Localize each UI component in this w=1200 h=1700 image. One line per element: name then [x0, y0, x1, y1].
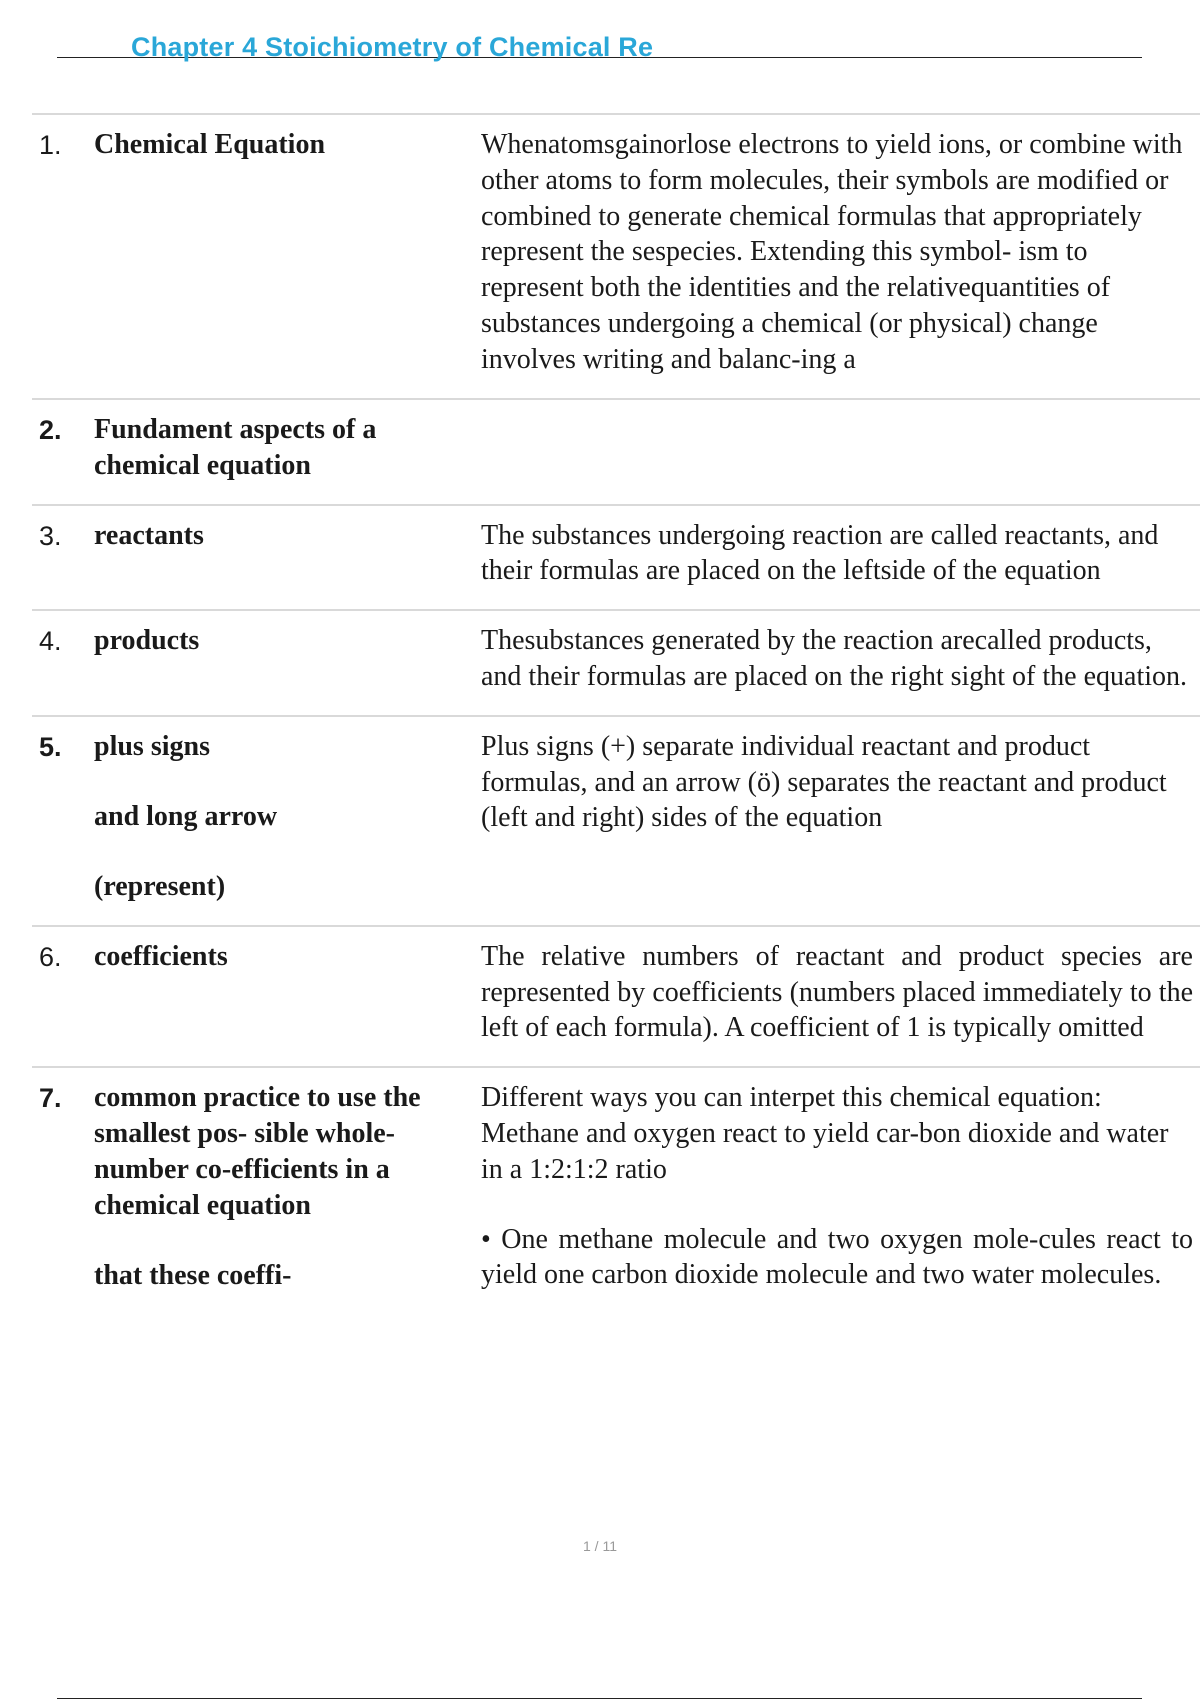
- term-text: and long arrow: [94, 800, 278, 832]
- term-cell: [94, 729, 481, 905]
- definition-text: Whenatomsgainorlose electrons to yield ions, or combine with other atoms to form molecules, their symbols are modified or combined to generate chemical formulas that appropriately represent the sespecies. Extending this symbol- ism to represent both the identities and the relativequantities of substances undergoing a chemical (or physical) change involves writing and balanc-ing a: [481, 129, 1183, 375]
- table-row: [32, 113, 1200, 398]
- page-number: 1 / 11: [583, 1538, 617, 1554]
- definition-cell: [481, 623, 1193, 695]
- term-cell: [94, 1080, 481, 1294]
- row-number: 2.: [39, 414, 62, 445]
- table-row: [32, 1066, 1200, 1314]
- term-text: (represent): [94, 870, 226, 902]
- term-text: products: [94, 625, 200, 657]
- definition-text: Thesubstances generated by the reaction arecalled products, and their formulas are placed on the right sight of the equation.: [481, 625, 1188, 692]
- definition-bullet: • One methane molecule and two oxygen mole-cules react to yield one carbon dioxide molecule and two water molecules.: [481, 1223, 1193, 1291]
- term-cell: [94, 127, 481, 378]
- table-row: [32, 504, 1200, 610]
- definition-cell: [481, 127, 1193, 378]
- table-row: [32, 715, 1200, 925]
- terms-table: [32, 113, 1200, 1314]
- row-number: 3.: [39, 520, 62, 551]
- definition-text: The substances undergoing reaction are called reactants, and their formulas are placed on the leftside of the equation: [481, 519, 1159, 587]
- row-number: 1.: [39, 130, 62, 160]
- term-cell: [94, 518, 481, 590]
- term-text: that these coeffi-: [94, 1260, 292, 1292]
- table-row: [32, 609, 1200, 715]
- term-cell: [94, 939, 481, 1046]
- term-text: reactants: [94, 519, 204, 551]
- term-text: plus signs: [94, 730, 210, 762]
- footer-rule: [57, 1698, 1142, 1699]
- definition-cell: [481, 939, 1193, 1046]
- page-header: [57, 24, 1142, 60]
- term-text: coefficients: [94, 940, 228, 972]
- definition-text: The relative numbers of reactant and product species are represented by coefficients (numbers placed immediately to the left of each formula). A coefficient of 1 is typically omitted: [481, 940, 1193, 1044]
- document-title: Chapter 4 Stoichiometry of Chemical Re: [131, 32, 654, 62]
- definition-cell: [481, 412, 1193, 484]
- definition-text: Plus signs (+) separate individual reactant and product formulas, and an arrow (ö) separates the reactant and product (left and right) sides of the equation: [481, 730, 1167, 834]
- table-row: [32, 925, 1200, 1066]
- term-text: Fundament aspects of a chemical equation: [94, 413, 377, 481]
- definition-cell: [481, 518, 1193, 590]
- term-text: common practice to use the smallest pos- sible whole-number co-efficients in a chemical equation: [94, 1082, 421, 1222]
- definition-cell: [481, 729, 1193, 905]
- row-number: 7.: [39, 1083, 62, 1114]
- definition-cell: [481, 1080, 1193, 1294]
- term-text: Chemical Equation: [94, 129, 326, 160]
- table-row: [32, 398, 1200, 504]
- row-number: 6.: [39, 941, 62, 972]
- term-cell: [94, 623, 481, 695]
- definition-text: Different ways you can interpet this chemical equation: Methane and oxygen react to yield car-bon dioxide and water in a 1:2:1:2 ratio: [481, 1082, 1169, 1185]
- row-number: 4.: [39, 626, 62, 657]
- term-cell: [94, 412, 481, 484]
- row-number: 5.: [39, 731, 62, 762]
